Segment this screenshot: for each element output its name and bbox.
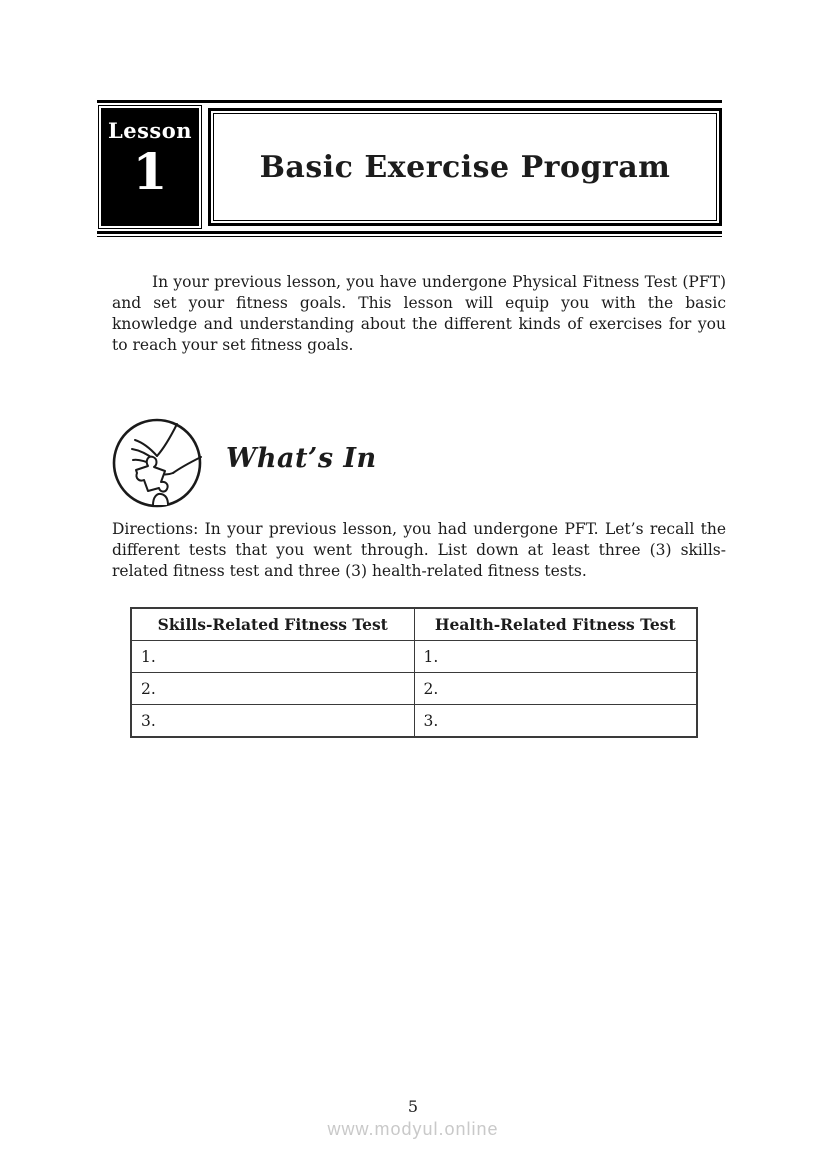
intro-paragraph-block [112, 272, 726, 356]
table-row [131, 641, 697, 673]
hand-placing-puzzle-piece-icon [111, 417, 203, 509]
watermark: www.modyul.online [327, 1119, 499, 1139]
directions-text: Directions: In your previous lesson, you had undergone PFT. Let’s recall the different tests that you went through. List down at least three (3) skills-related fitness test and three (3) health-related fitness tests. [112, 520, 726, 580]
table-row [131, 705, 697, 738]
col-header-skills-related: Skills-Related Fitness Test [131, 608, 414, 641]
intro-paragraph: In your previous lesson, you have undergone Physical Fitness Test (PFT) and set your fitness goals. This lesson will equip you with the basic knowledge and understanding about the different kinds of exercises for you to reach your set fitness goals. [112, 273, 726, 354]
table-header-row [131, 608, 697, 641]
health-item-1: 1. [414, 641, 697, 673]
lesson-label: Lesson [107, 118, 193, 143]
skills-item-3: 3. [131, 705, 414, 738]
fitness-test-recall-table [130, 607, 698, 738]
col-header-health-related: Health-Related Fitness Test [414, 608, 697, 641]
page-number: 5 [407, 1097, 419, 1116]
health-item-2: 2. [414, 673, 697, 705]
skills-item-2: 2. [131, 673, 414, 705]
banner-bottom-rule [97, 231, 722, 237]
lesson-title-box [208, 108, 722, 226]
health-item-3: 3. [414, 705, 697, 738]
lesson-number: 1 [132, 142, 168, 201]
banner-top-rule [97, 100, 722, 103]
table-row [131, 673, 697, 705]
lesson-title: Basic Exercise Program [259, 149, 671, 185]
skills-item-1: 1. [131, 641, 414, 673]
lesson-number-box [101, 108, 199, 226]
directions-block [112, 519, 726, 582]
lesson-banner [97, 100, 722, 237]
whats-in-heading: What’s In [226, 443, 377, 474]
